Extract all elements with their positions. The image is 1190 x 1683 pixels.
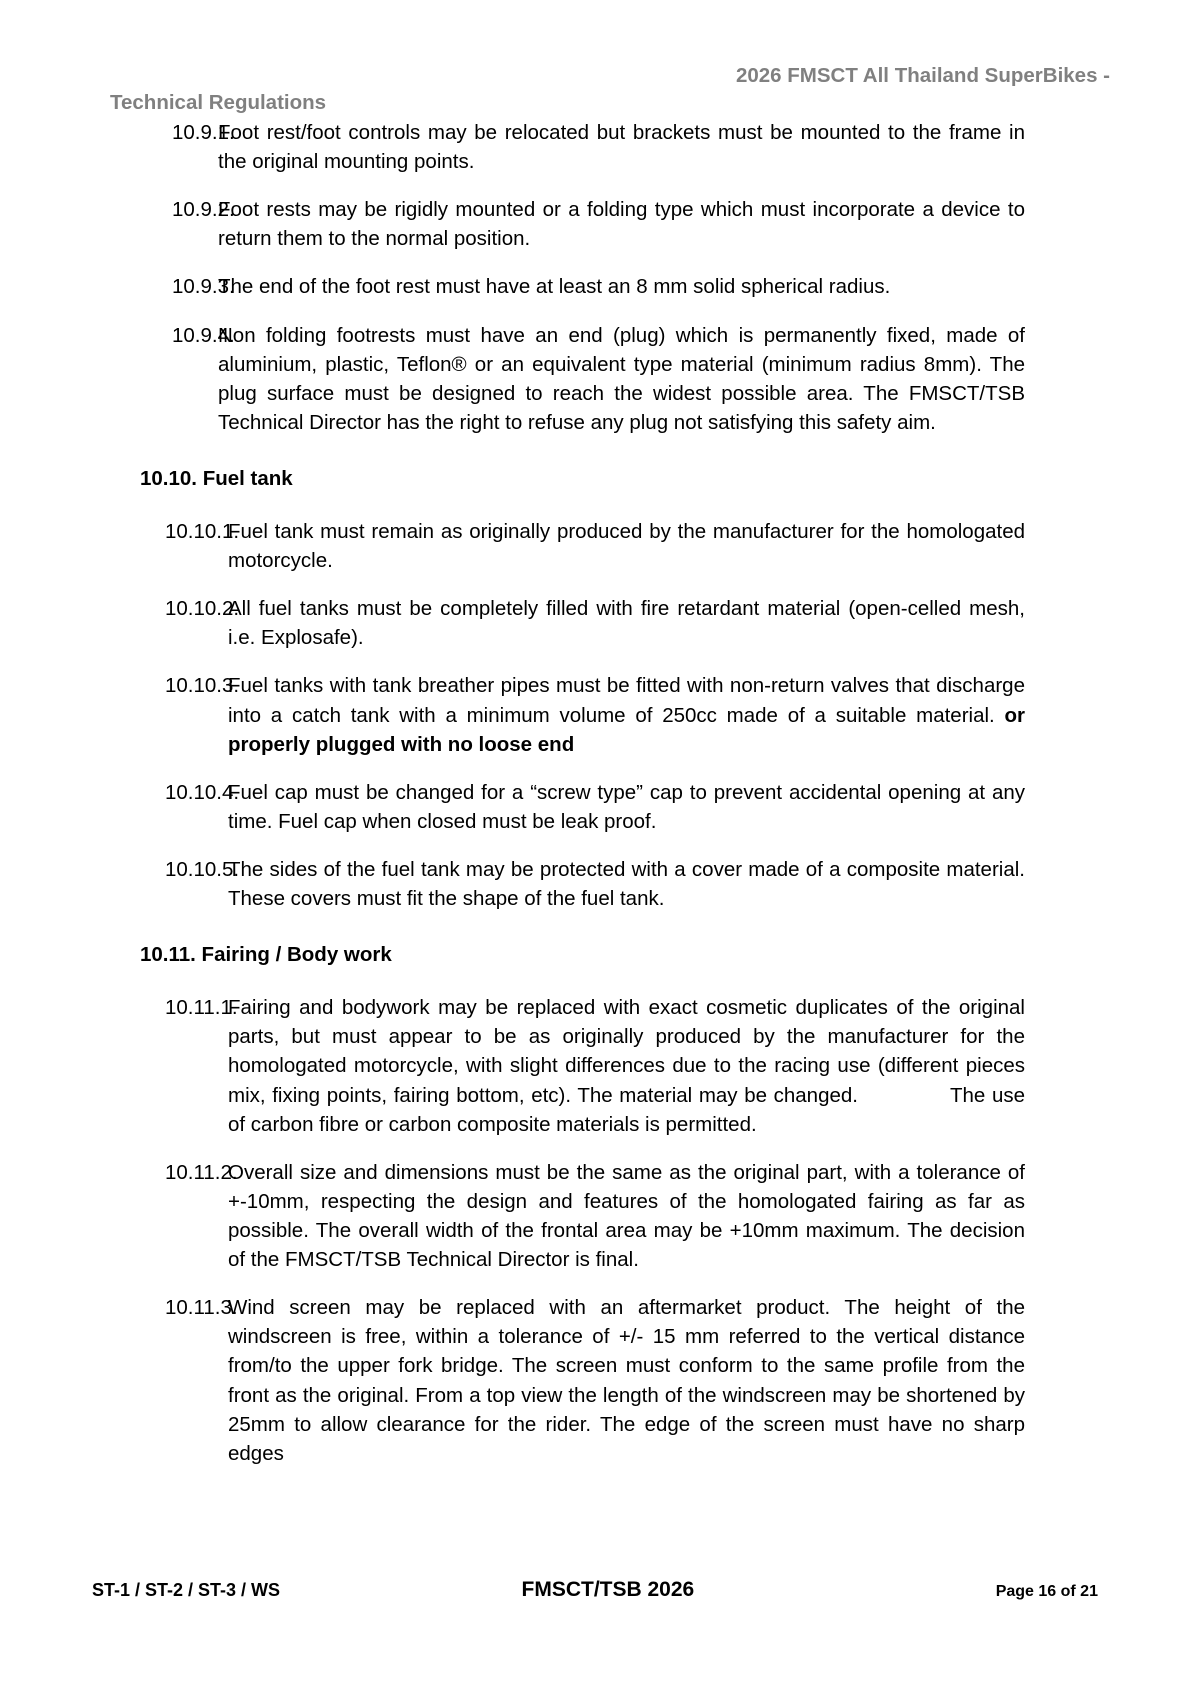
clause-number: 10.9.3. xyxy=(172,275,235,299)
clause-10-9-2 xyxy=(110,195,1025,253)
page-header xyxy=(110,62,1110,116)
clause-text: Fuel cap must be changed for a “screw type” cap to prevent accidental opening at any time. Fuel cap when closed must be leak proof. xyxy=(228,780,1025,833)
clause-10-10-3 xyxy=(110,671,1025,758)
clause-text-bold: or properly plugged with no loose end xyxy=(228,703,1025,756)
header-title-line2: Technical Regulations xyxy=(110,91,327,115)
header-title-line1: 2026 FMSCT All Thailand SuperBikes - xyxy=(735,64,1110,87)
clause-text-part1: Fairing and bodywork may be replaced with exact cosmetic duplicates of the original parts, but must appear to be as originally produced by the manufacturer for the homologated motorcycle, with slight differences due to the racing use (different pieces mix, fixing points, fairing bottom, etc). The material may be changed. xyxy=(228,996,1025,1107)
clause-10-11-1 xyxy=(110,993,1025,1139)
clause-number: 10.11.1. xyxy=(165,996,238,1020)
clause-10-9-1 xyxy=(110,118,1025,176)
clause-10-9-3 xyxy=(110,272,1025,301)
document-content xyxy=(110,118,1025,1487)
clause-10-11-3 xyxy=(110,1293,1025,1468)
clause-number: 10.10.2. xyxy=(165,597,240,621)
clause-number: 10.9.2. xyxy=(172,198,235,222)
clause-number: 10.10.5. xyxy=(165,857,240,881)
clause-number: 10.11.3. xyxy=(165,1296,238,1320)
clause-10-10-5 xyxy=(110,855,1025,913)
footer-classes: ST-1 / ST-2 / ST-3 / WS xyxy=(92,1580,281,1600)
footer-organisation: FMSCT/TSB 2026 xyxy=(521,1578,695,1601)
clause-number: 10.9.4. xyxy=(172,323,235,347)
clause-text: Non folding footrests must have an end (plug) which is permanently fixed, made of aluminium, plastic, Teflon® or an equivalent type material (minimum radius 8mm). The plug surface must be designed to reach the widest possible area. The FMSCT/TSB Technical Director has the right to refuse any plug not satisfying this safety aim. xyxy=(218,323,1025,434)
clause-text: All fuel tanks must be completely filled with fire retardant material (open-celled mesh, i.e. Explosafe). xyxy=(228,597,1025,650)
clause-text-part2: The use of carbon fibre or carbon composite materials is permitted. xyxy=(228,1083,1025,1136)
clause-text xyxy=(228,993,1025,1139)
clause-text: Wind screen may be replaced with an aftermarket product. The height of the windscreen is free, within a tolerance of +/- 15 mm referred to the vertical distance from/to the upper fork bridge. The screen must conform to the same profile from the front as the original. From a top view the length of the windscreen may be shortened by 25mm to allow clearance for the rider. The edge of the screen must have no sharp edges xyxy=(228,1296,1025,1465)
footer-page-number: Page 16 of 21 xyxy=(995,1583,1098,1600)
clause-text: Foot rests may be rigidly mounted or a folding type which must incorporate a device to return them to the normal position. xyxy=(218,198,1025,251)
clause-number: 10.9.1. xyxy=(172,121,235,144)
clause-10-10-4 xyxy=(110,778,1025,836)
clause-text-plain: Fuel tanks with tank breather pipes must be fitted with non-return valves that discharge into a catch tank with a minimum volume of 250cc made of a suitable material. xyxy=(228,674,1025,727)
clause-number: 10.11.2. xyxy=(165,1160,238,1184)
section-heading-fairing: 10.11. Fairing / Body work xyxy=(140,943,392,967)
clause-text: The end of the foot rest must have at least an 8 mm solid spherical radius. xyxy=(218,275,891,299)
clause-text: Overall size and dimensions must be the same as the original part, with a tolerance of +-10mm, respecting the design and features of the homologated fairing as far as possible. The overall width of the frontal area may be +10mm maximum. The decision of the FMSCT/TSB Technical Director is final. xyxy=(228,1160,1025,1272)
clause-text: Fuel tank must remain as originally produced by the manufacturer for the homologated motorcycle. xyxy=(228,519,1025,573)
clause-10-11-2 xyxy=(110,1158,1025,1274)
clause-10-10-2 xyxy=(110,594,1025,652)
clause-10-9-4 xyxy=(110,321,1025,437)
clause-text: Foot rest/foot controls may be relocated but brackets must be mounted to the frame in the original mounting points. xyxy=(218,121,1025,174)
clause-number: 10.10.3. xyxy=(165,674,240,698)
clause-number: 10.10.1. xyxy=(165,519,240,543)
clause-number: 10.10.4. xyxy=(165,780,240,804)
section-heading-fuel-tank: 10.10. Fuel tank xyxy=(140,466,293,490)
page-footer xyxy=(92,1578,1098,1602)
clause-10-10-1 xyxy=(110,517,1025,575)
clause-text: The sides of the fuel tank may be protected with a cover made of a composite material. These covers must fit the shape of the fuel tank. xyxy=(228,857,1025,911)
clause-text xyxy=(228,671,1025,758)
